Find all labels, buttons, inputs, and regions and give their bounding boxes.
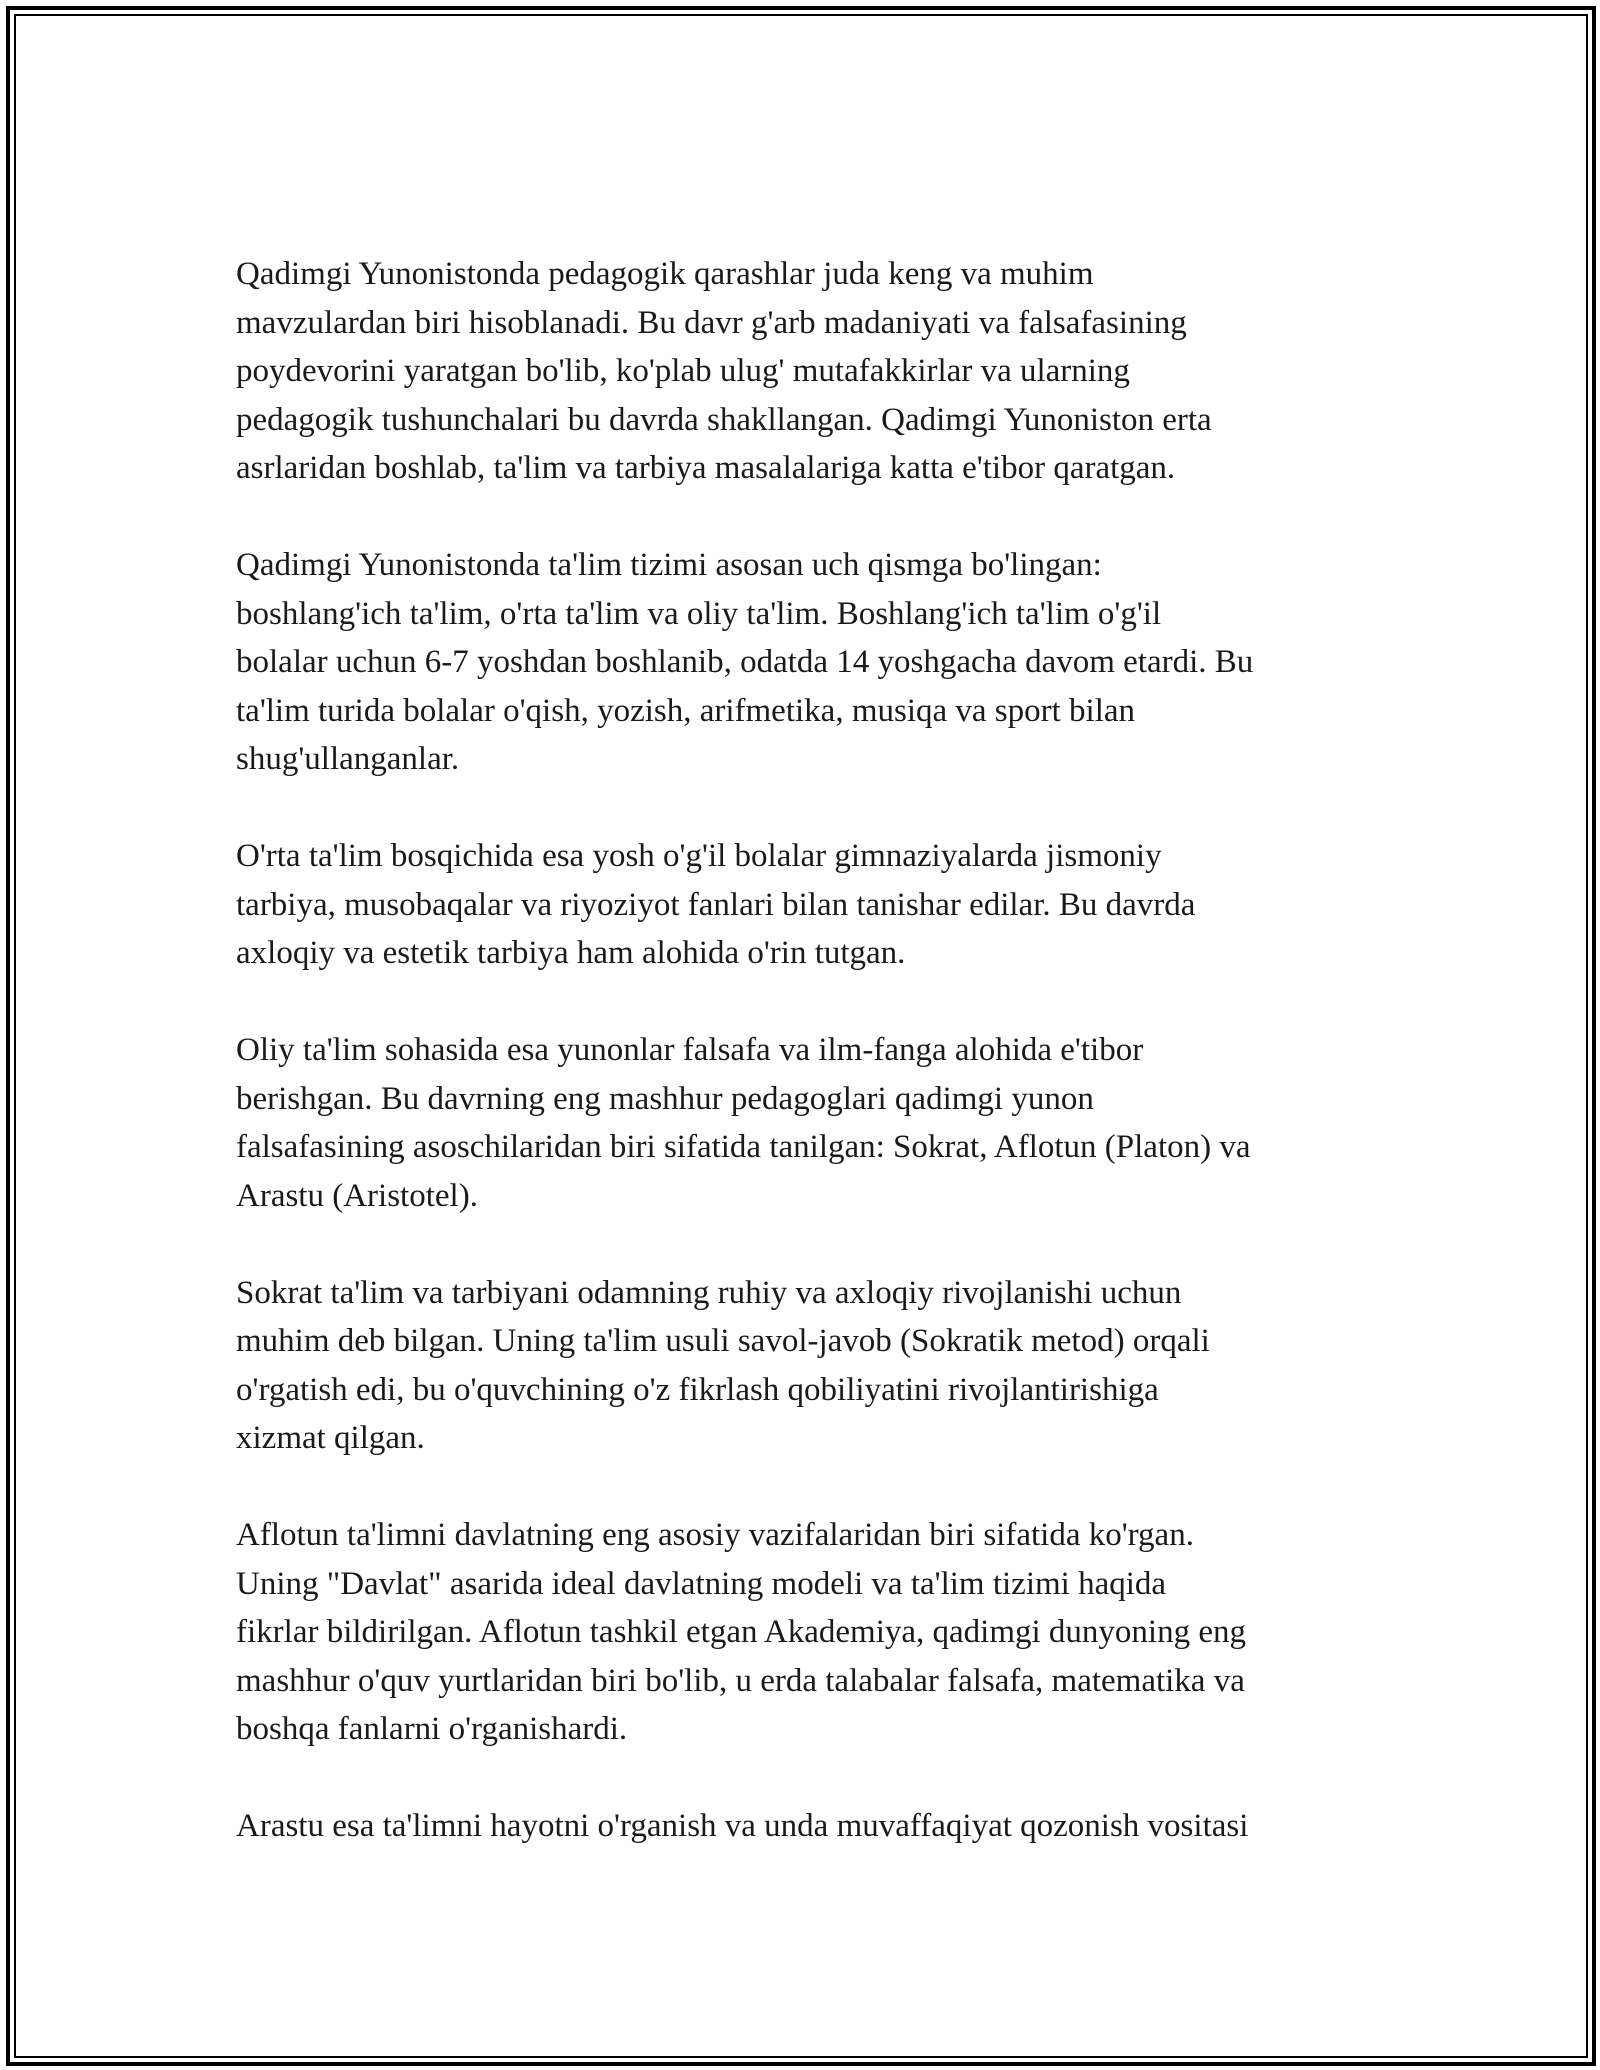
text-line: Arastu (Aristotel). bbox=[236, 1177, 478, 1214]
text-line: o'rgatish edi, bu o'quvchining o'z fikrlash qobiliyatini rivojlantirishiga bbox=[236, 1371, 1159, 1408]
text-line: boshlang'ich ta'lim, o'rta ta'lim va oliy ta'lim. Boshlang'ich ta'lim o'g'il bbox=[236, 595, 1162, 632]
text-line: Aflotun ta'limni davlatning eng asosiy vazifalaridan biri sifatida ko'rgan. bbox=[236, 1517, 1194, 1553]
text-line: Arastu esa ta'limni hayotni o'rganish va unda muvaffaqiyat qozonish vositasi bbox=[236, 1808, 1249, 1844]
text-line: shug'ullanganlar. bbox=[236, 741, 460, 777]
text-line: Qadimgi Yunonistonda ta'lim tizimi asosan uch qismga bo'lingan: bbox=[236, 547, 1102, 583]
text-line: muhim deb bilgan. Uning ta'lim usuli savol-javob (Sokratik metod) orqali bbox=[236, 1323, 1210, 1359]
paragraph-2 bbox=[236, 541, 1396, 784]
text-line: asrlaridan boshlab, ta'lim va tarbiya masalalariga katta e'tibor qaratgan. bbox=[236, 450, 1176, 486]
text-line: mavzulardan biri hisoblanadi. Bu davr g'arb madaniyati va falsafasining bbox=[236, 304, 1187, 341]
text-line: xizmat qilgan. bbox=[236, 1420, 425, 1456]
paragraph-5 bbox=[236, 1269, 1396, 1463]
text-line: berishgan. Bu davrning eng mashhur pedagoglari qadimgi yunon bbox=[236, 1080, 1094, 1117]
text-line: fikrlar bildirilgan. Aflotun tashkil etgan Akademiya, qadimgi dunyoning eng bbox=[236, 1614, 1246, 1650]
text-line: Oliy ta'lim sohasida esa yunonlar falsafa va ilm-fanga alohida e'tibor bbox=[236, 1032, 1144, 1068]
text-line: falsafasining asoschilaridan biri sifatida tanilgan: Sokrat, Aflotun (Platon) va bbox=[236, 1129, 1251, 1165]
text-line: pedagogik tushunchalari bu davrda shakllangan. Qadimgi Yunoniston erta bbox=[236, 401, 1212, 438]
paragraph-4 bbox=[236, 1026, 1396, 1220]
text-line: O'rta ta'lim bosqichida esa yosh o'g'il bolalar gimnaziyalarda jismoniy bbox=[236, 838, 1162, 874]
paragraph-7 bbox=[236, 1802, 1396, 1851]
paragraph-1 bbox=[236, 250, 1396, 493]
text-line: Uning "Davlat" asarida ideal davlatning modeli va ta'lim tizimi haqida bbox=[236, 1565, 1167, 1602]
paragraph-6 bbox=[236, 1511, 1396, 1754]
text-line: Sokrat ta'lim va tarbiyani odamning ruhiy va axloqiy rivojlanishi uchun bbox=[236, 1274, 1182, 1311]
text-line: mashhur o'quv yurtlaridan biri bo'lib, u erda talabalar falsafa, matematika va bbox=[236, 1662, 1245, 1699]
paragraph-3 bbox=[236, 832, 1396, 978]
text-line: Qadimgi Yunonistonda pedagogik qarashlar juda keng va muhim bbox=[236, 256, 1094, 292]
text-line: tarbiya, musobaqalar va riyoziyot fanlari bilan tanishar edilar. Bu davrda bbox=[236, 886, 1196, 923]
text-line: axloqiy va estetik tarbiya ham alohida o'rin tutgan. bbox=[236, 935, 906, 971]
text-line: poydevorini yaratgan bo'lib, ko'plab ulug' mutafakkirlar va ularning bbox=[236, 353, 1130, 389]
text-line: boshqa fanlarni o'rganishardi. bbox=[236, 1711, 628, 1747]
document-body bbox=[236, 250, 1396, 1851]
text-line: bolalar uchun 6-7 yoshdan boshlanib, odatda 14 yoshgacha davom etardi. Bu bbox=[236, 644, 1254, 680]
text-line: ta'lim turida bolalar o'qish, yozish, arifmetika, musiqa va sport bilan bbox=[236, 692, 1136, 729]
